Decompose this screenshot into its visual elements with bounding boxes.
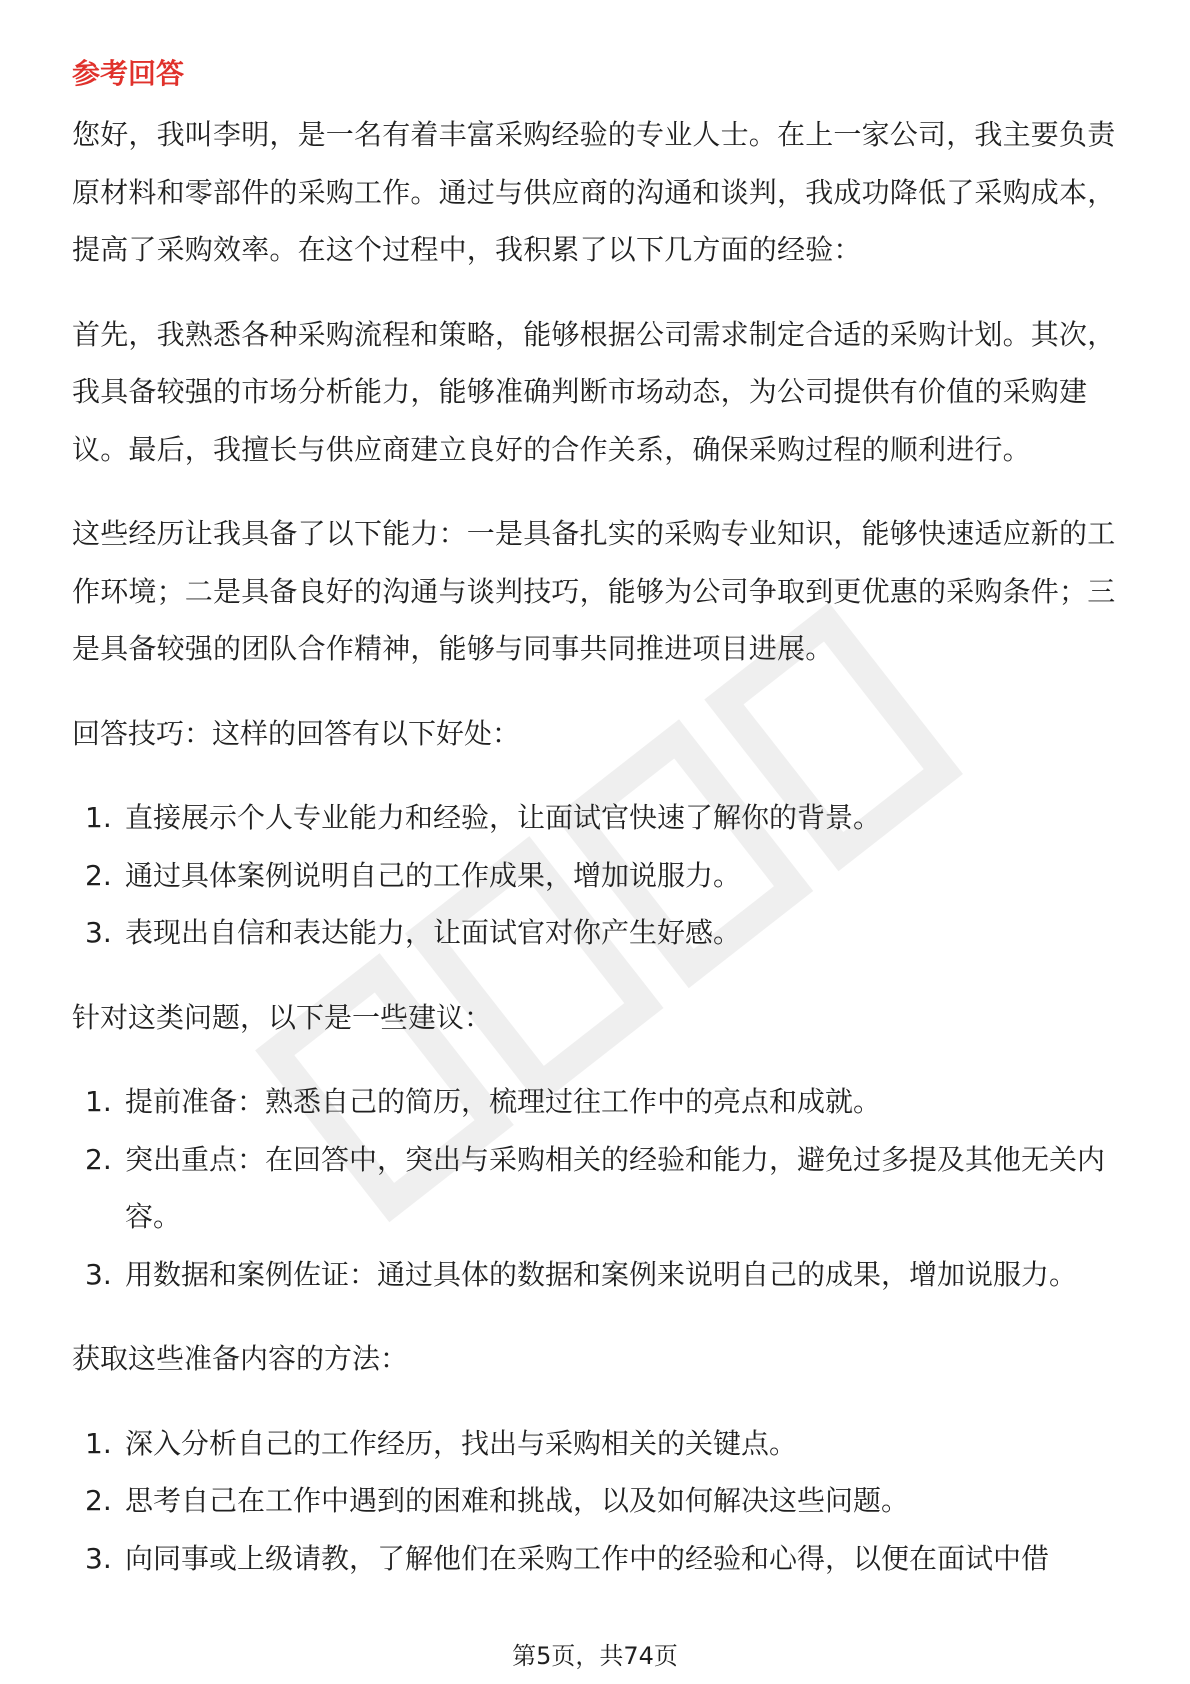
list-item: 3. 向同事或上级请教，了解他们在采购工作中的经验和心得，以便在面试中借 [85, 1541, 1050, 1575]
tips-intro: 回答技巧：这样的回答有以下好处： [72, 716, 521, 750]
list-item: 2. 突出重点：在回答中，突出与采购相关的经验和能力，避免过多提及其他无关内容。 [85, 1142, 1106, 1233]
page-number: 第5页，共74页 [512, 1642, 678, 1670]
list-item: 1. 深入分析自己的工作经历，找出与采购相关的关键点。 [85, 1426, 798, 1460]
document-page [72, 42, 1118, 1614]
paragraph-intro: 您好，我叫李明，是一名有着丰富采购经验的专业人士。在上一家公司，我主要负责原材料和零部件的采购工作。通过与供应商的沟通和谈判，我成功降低了采购成本，提高了采购效率。在这个过程中，我积累了以下几方面的经验： [72, 118, 1116, 266]
tips-list [72, 789, 1118, 962]
section-heading: 参考回答 [72, 57, 185, 90]
methods-intro: 获取这些准备内容的方法： [72, 1342, 409, 1375]
list-item: 1. 直接展示个人专业能力和经验，让面试官快速了解你的背景。 [85, 801, 882, 834]
paragraph-experience: 首先，我熟悉各种采购流程和策略，能够根据公司需求制定合适的采购计划。其次，我具备较强的市场分析能力，能够准确判断市场动态，为公司提供有价值的采购建议。最后，我擅长与供应商建立良好的合作关系，确保采购过程的顺利进行。 [72, 317, 1116, 466]
list-item: 2. 思考自己在工作中遇到的困难和挑战，以及如何解决这些问题。 [85, 1484, 910, 1517]
suggestions-list [72, 1073, 1118, 1303]
paragraph-abilities: 这些经历让我具备了以下能力：一是具备扎实的采购专业知识，能够快速适应新的工作环境；二是具备良好的沟通与谈判技巧，能够为公司争取到更优惠的采购条件；三是具备较强的团队合作精神，能够与同事共同推进项目进展。 [72, 517, 1116, 665]
list-item: 2. 通过具体案例说明自己的工作成果，增加说服力。 [85, 858, 742, 892]
list-item: 3. 用数据和案例佐证：通过具体的数据和案例来说明自己的成果，增加说服力。 [85, 1257, 1078, 1291]
suggestions-intro: 针对这类问题，以下是一些建议： [72, 1000, 493, 1034]
list-item: 1. 提前准备：熟悉自己的简历，梳理过往工作中的亮点和成就。 [85, 1085, 882, 1118]
methods-list [72, 1415, 1118, 1588]
list-item: 3. 表现出自信和表达能力，让面试官对你产生好感。 [85, 916, 742, 949]
